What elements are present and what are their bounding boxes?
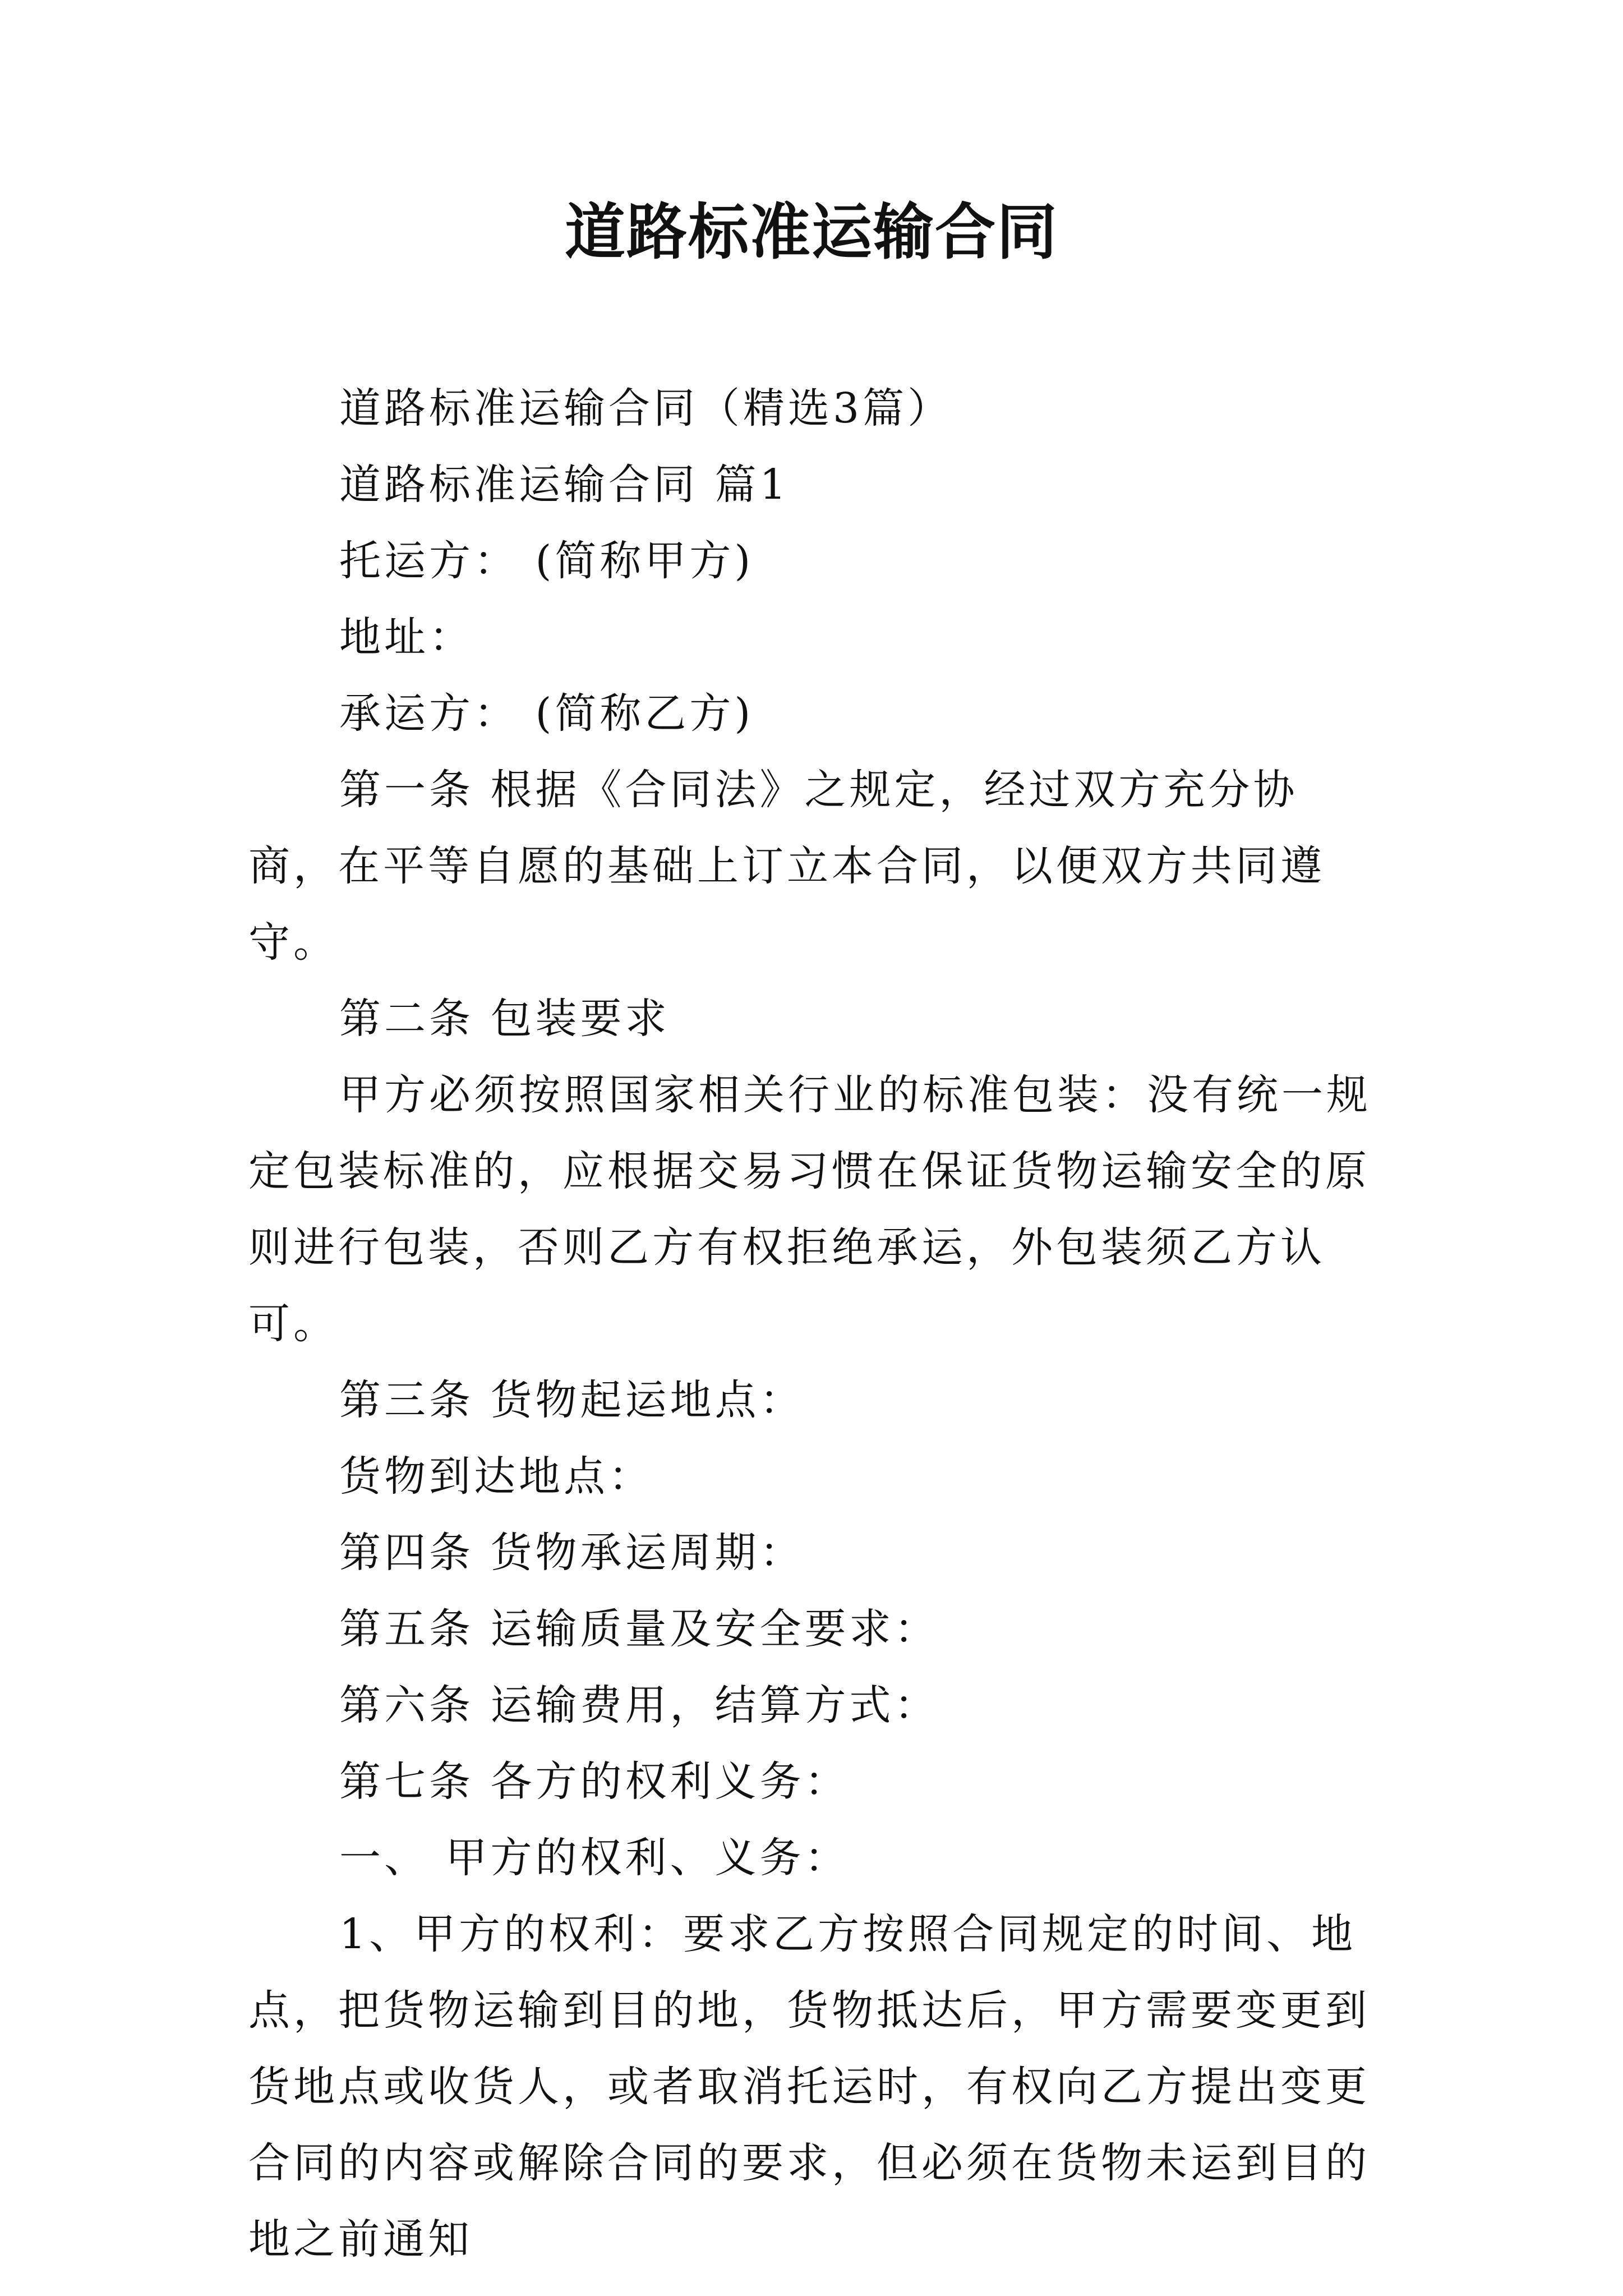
paragraph-article-5: 第五条 运输质量及安全要求： — [339, 1605, 939, 1653]
paragraph-article-2-body: 甲方必须按照国家相关行业的标准包装：没有统一规定包装标准的，应根据交易习惯在保证货物运输安全的原则进行包装，否则乙方有权拒绝承运，外包装须乙方认可。 — [248, 1071, 1371, 1348]
paragraph-article-7: 第七条 各方的权利义务： — [339, 1757, 850, 1806]
document-title: 道路标准运输合同 — [564, 197, 1058, 268]
paragraph-party-a-rights: 1、甲方的权利：要求乙方按照合同规定的时间、地点，把货物运输到目的地，货物抵达后，甲方需要变更到货地点或收货人，或者取消托运时，有权向乙方提出变更合同的内容或解除合同的要求，但必须在货物未运到目的地之前通知 — [248, 1910, 1370, 2263]
paragraph-section-heading: 道路标准运输合同 篇1 — [339, 461, 790, 509]
document-body — [248, 370, 1387, 2277]
paragraph-destination: 货物到达地点： — [339, 1452, 653, 1501]
paragraph-article-1: 第一条 根据《合同法》之规定，经过双方充分协商，在平等自愿的基础上订立本合同，以便双方共同遵守。 — [248, 766, 1325, 967]
paragraph-article-2-heading: 第二条 包装要求 — [339, 995, 670, 1043]
paragraph-article-6: 第六条 运输费用，结算方式： — [339, 1681, 939, 1729]
paragraph-carrier: 承运方： (简称乙方) — [339, 689, 754, 738]
paragraph-shipper: 托运方： (简称甲方) — [339, 537, 754, 585]
paragraph-article-4: 第四条 货物承运周期： — [339, 1529, 805, 1577]
paragraph-article-3: 第三条 货物起运地点： — [339, 1376, 805, 1424]
paragraph-address: 地址： — [339, 613, 474, 661]
paragraph-subtitle: 道路标准运输合同（精选3篇） — [339, 384, 953, 432]
paragraph-party-a-heading: 一、 甲方的权利、义务： — [339, 1834, 850, 1882]
